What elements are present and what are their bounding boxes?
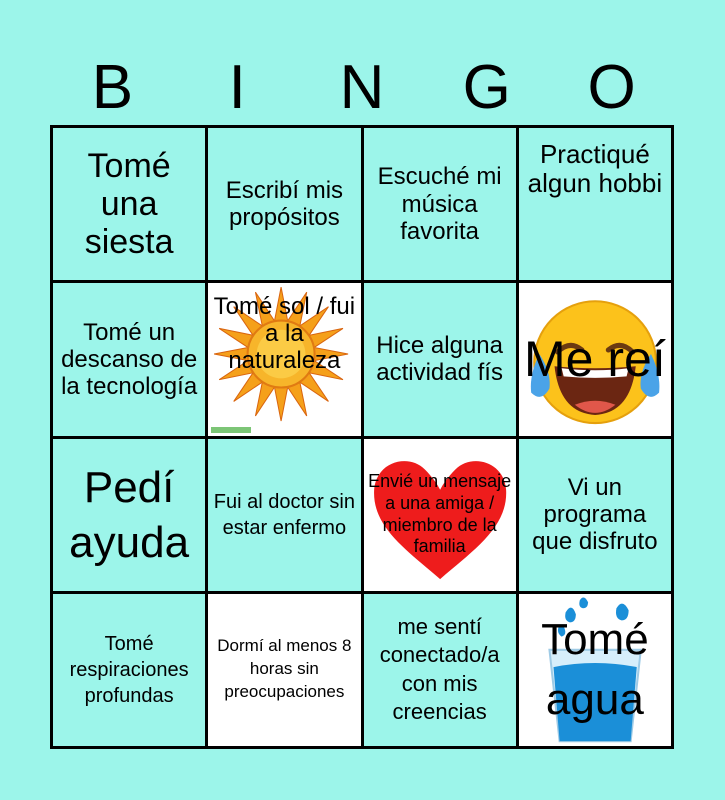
cell-label: Practiqué algun hobbi bbox=[527, 139, 663, 199]
header-letter-n: N bbox=[339, 53, 385, 122]
bingo-cell[interactable] bbox=[208, 283, 360, 435]
header-letter-i: I bbox=[228, 53, 246, 122]
cell-label: Fui al doctor sin estar enfermo bbox=[213, 490, 355, 539]
cell-label: Me reí bbox=[524, 330, 666, 387]
bingo-header bbox=[50, 52, 674, 124]
cell-label: Tomé sol / fui a la naturaleza bbox=[213, 293, 356, 375]
bingo-cell[interactable] bbox=[53, 283, 205, 435]
bingo-cell[interactable] bbox=[53, 439, 205, 591]
cell-label: Tomé agua bbox=[541, 615, 649, 724]
header-letter-o: O bbox=[587, 53, 636, 122]
bingo-cell[interactable] bbox=[53, 594, 205, 746]
bingo-cell[interactable] bbox=[364, 283, 516, 435]
cell-label: Tomé una siesta bbox=[84, 146, 174, 262]
cell-label: Dormí al menos 8 horas sin preocupaciones bbox=[217, 636, 352, 702]
bingo-cell[interactable] bbox=[53, 128, 205, 280]
bingo-cell[interactable] bbox=[364, 439, 516, 591]
bingo-cell[interactable] bbox=[519, 283, 671, 435]
bingo-cell[interactable] bbox=[519, 594, 671, 746]
cell-label: Hice alguna actividad fís bbox=[376, 332, 503, 387]
cell-label: Tomé respiraciones profundas bbox=[69, 632, 189, 707]
cell-label: Vi un programa que disfruto bbox=[532, 473, 658, 556]
bingo-card bbox=[50, 125, 674, 749]
bingo-cell[interactable] bbox=[364, 128, 516, 280]
bingo-cell[interactable] bbox=[208, 439, 360, 591]
cell-label: Escribí mis propósitos bbox=[225, 177, 344, 232]
cell-label: Pedí ayuda bbox=[69, 462, 190, 567]
cell-label: Escuché mi música favorita bbox=[377, 163, 502, 245]
cell-label: Envié un mensaje a una amiga / miembro de la familia bbox=[368, 471, 512, 557]
cell-label: Tomé un descanso de la tecnología bbox=[61, 318, 198, 400]
cell-label: me sentí conectado/a con mis creencias bbox=[379, 613, 500, 725]
bingo-cell[interactable] bbox=[208, 128, 360, 280]
header-letter-b: B bbox=[91, 53, 134, 122]
bingo-cell[interactable] bbox=[519, 439, 671, 591]
header-letter-g: G bbox=[462, 53, 511, 122]
bingo-cell[interactable] bbox=[364, 594, 516, 746]
bingo-cell[interactable] bbox=[208, 594, 360, 746]
bingo-cell[interactable] bbox=[519, 128, 671, 280]
